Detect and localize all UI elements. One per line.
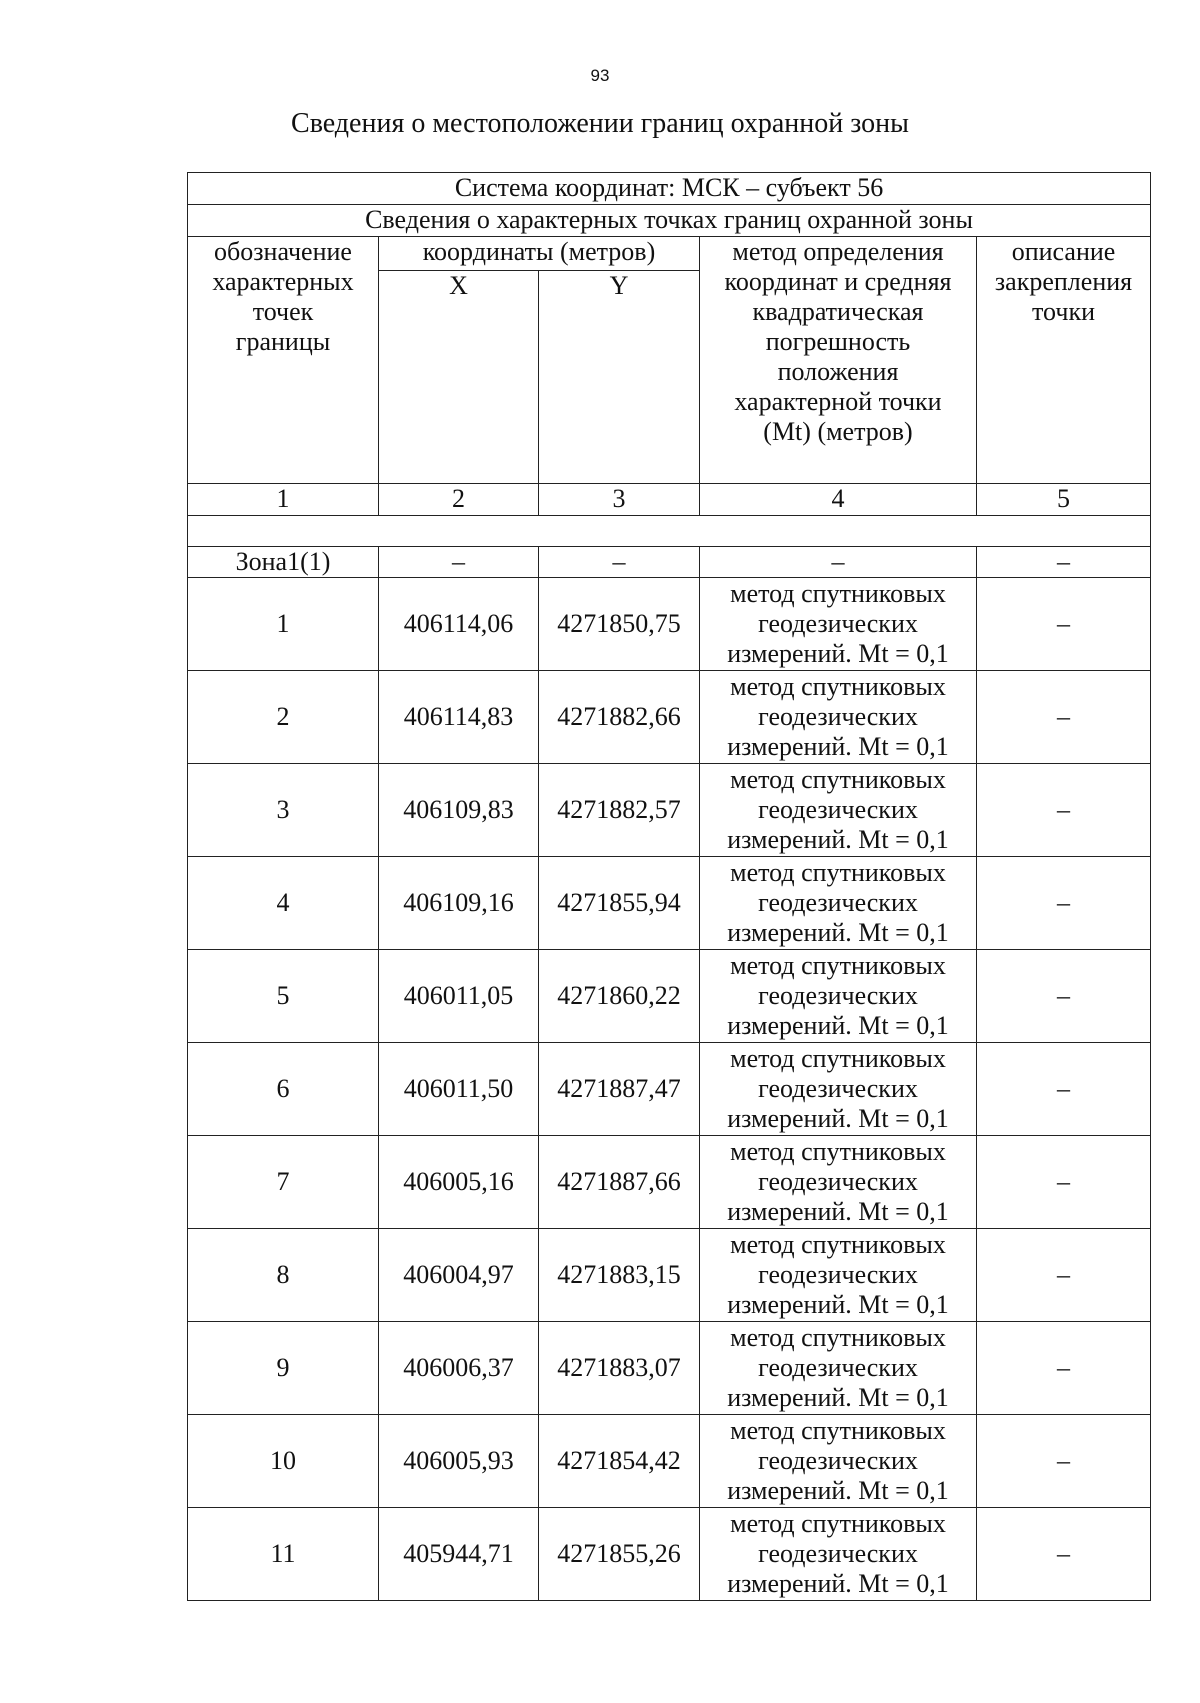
- method-cell: [700, 1136, 977, 1229]
- y-coordinate: 4271882,66: [539, 671, 700, 764]
- method-line: геодезических: [758, 981, 918, 1010]
- header-method-line: (Mt) (метров): [763, 417, 913, 446]
- header-description-line: закрепления: [994, 267, 1133, 296]
- point-number: 5: [188, 950, 379, 1043]
- x-coordinate: 406005,16: [379, 1136, 539, 1229]
- point-description: –: [977, 950, 1151, 1043]
- point-description: –: [977, 857, 1151, 950]
- table-row: [188, 1508, 1151, 1601]
- coordinate-system-row: [188, 173, 1151, 205]
- x-coordinate: 406011,50: [379, 1043, 539, 1136]
- header-description-line: точки: [1032, 297, 1095, 326]
- header-y: Y: [539, 271, 700, 484]
- zone-dash: –: [700, 547, 977, 578]
- zone-row: [188, 547, 1151, 578]
- method-line: геодезических: [758, 702, 918, 731]
- document-title: Сведения о местоположении границ охранной зоны: [291, 108, 909, 139]
- method-line: метод спутниковых: [730, 1416, 946, 1445]
- method-line: геодезических: [758, 1260, 918, 1289]
- points-info-row: [188, 205, 1151, 237]
- point-description: –: [977, 1508, 1151, 1601]
- point-description: –: [977, 671, 1151, 764]
- method-line: измерений. Mt = 0,1: [727, 1569, 949, 1598]
- method-cell: [700, 1229, 977, 1322]
- method-cell: [700, 578, 977, 671]
- table-row: [188, 857, 1151, 950]
- method-line: метод спутниковых: [730, 579, 946, 608]
- point-number: 7: [188, 1136, 379, 1229]
- method-line: метод спутниковых: [730, 672, 946, 701]
- method-line: измерений. Mt = 0,1: [727, 1104, 949, 1133]
- table-row: [188, 1043, 1151, 1136]
- x-coordinate: 406114,06: [379, 578, 539, 671]
- method-line: измерений. Mt = 0,1: [727, 639, 949, 668]
- column-numbers-row: [188, 484, 1151, 516]
- y-coordinate: 4271887,47: [539, 1043, 700, 1136]
- header-designation: [188, 237, 379, 484]
- method-line: измерений. Mt = 0,1: [727, 825, 949, 854]
- method-line: измерений. Mt = 0,1: [727, 1476, 949, 1505]
- header-method: [700, 237, 977, 484]
- x-coordinate: 406005,93: [379, 1415, 539, 1508]
- y-coordinate: 4271882,57: [539, 764, 700, 857]
- column-number: 3: [539, 484, 700, 516]
- x-coordinate: 406004,97: [379, 1229, 539, 1322]
- header-method-line: метод определения: [732, 237, 944, 266]
- empty-row: [188, 516, 1151, 547]
- method-line: геодезических: [758, 795, 918, 824]
- method-line: метод спутниковых: [730, 1230, 946, 1259]
- point-number: 10: [188, 1415, 379, 1508]
- method-line: геодезических: [758, 609, 918, 638]
- header-designation-line: обозначение: [214, 237, 352, 266]
- point-description: –: [977, 1415, 1151, 1508]
- x-coordinate: 406109,16: [379, 857, 539, 950]
- method-line: геодезических: [758, 1167, 918, 1196]
- header-method-line: погрешность: [765, 327, 911, 356]
- table-row: [188, 1415, 1151, 1508]
- zone-dash: –: [539, 547, 700, 578]
- header-coordinates: координаты (метров): [379, 237, 700, 271]
- method-line: измерений. Mt = 0,1: [727, 1290, 949, 1319]
- header-row: [188, 237, 1151, 271]
- header-method-line: координат и средняя: [724, 267, 952, 296]
- point-number: 4: [188, 857, 379, 950]
- table-row: [188, 764, 1151, 857]
- point-number: 6: [188, 1043, 379, 1136]
- header-method-line: квадратическая: [752, 297, 924, 326]
- y-coordinate: 4271854,42: [539, 1415, 700, 1508]
- column-number: 5: [977, 484, 1151, 516]
- header-description-line: описание: [1011, 237, 1116, 266]
- coordinates-table: [187, 172, 1151, 1601]
- method-line: метод спутниковых: [730, 1137, 946, 1166]
- x-coordinate: 405944,71: [379, 1508, 539, 1601]
- y-coordinate: 4271855,94: [539, 857, 700, 950]
- header-x: X: [379, 271, 539, 484]
- y-coordinate: 4271883,07: [539, 1322, 700, 1415]
- method-line: метод спутниковых: [730, 1323, 946, 1352]
- point-description: –: [977, 1322, 1151, 1415]
- header-designation-line: характерных: [212, 267, 354, 296]
- method-cell: [700, 671, 977, 764]
- point-number: 8: [188, 1229, 379, 1322]
- y-coordinate: 4271883,15: [539, 1229, 700, 1322]
- method-line: метод спутниковых: [730, 1044, 946, 1073]
- method-cell: [700, 1415, 977, 1508]
- point-number: 2: [188, 671, 379, 764]
- point-number: 1: [188, 578, 379, 671]
- method-line: метод спутниковых: [730, 951, 946, 980]
- table-row: [188, 1229, 1151, 1322]
- header-designation-line: границы: [235, 327, 331, 356]
- y-coordinate: 4271850,75: [539, 578, 700, 671]
- column-number: 2: [379, 484, 539, 516]
- method-line: измерений. Mt = 0,1: [727, 1011, 949, 1040]
- zone-dash: –: [379, 547, 539, 578]
- table-row: [188, 578, 1151, 671]
- table-row: [188, 1322, 1151, 1415]
- method-line: измерений. Mt = 0,1: [727, 1383, 949, 1412]
- point-description: –: [977, 1229, 1151, 1322]
- zone-dash: –: [977, 547, 1151, 578]
- method-cell: [700, 1043, 977, 1136]
- table-row: [188, 950, 1151, 1043]
- x-coordinate: 406114,83: [379, 671, 539, 764]
- x-coordinate: 406109,83: [379, 764, 539, 857]
- method-cell: [700, 764, 977, 857]
- method-line: измерений. Mt = 0,1: [727, 1197, 949, 1226]
- zone-name: Зона1(1): [188, 547, 379, 578]
- point-description: –: [977, 1043, 1151, 1136]
- method-cell: [700, 1508, 977, 1601]
- point-description: –: [977, 578, 1151, 671]
- method-line: геодезических: [758, 1353, 918, 1382]
- x-coordinate: 406006,37: [379, 1322, 539, 1415]
- method-line: геодезических: [758, 1446, 918, 1475]
- header-method-line: характерной точки: [734, 387, 942, 416]
- column-number: 1: [188, 484, 379, 516]
- coordinate-system-cell: Система координат: МСК – субъект 56: [188, 173, 1151, 205]
- point-number: 11: [188, 1508, 379, 1601]
- method-line: геодезических: [758, 888, 918, 917]
- empty-cell: [188, 516, 1151, 547]
- method-cell: [700, 1322, 977, 1415]
- point-number: 9: [188, 1322, 379, 1415]
- method-line: измерений. Mt = 0,1: [727, 918, 949, 947]
- method-line: метод спутниковых: [730, 765, 946, 794]
- x-coordinate: 406011,05: [379, 950, 539, 1043]
- y-coordinate: 4271887,66: [539, 1136, 700, 1229]
- y-coordinate: 4271855,26: [539, 1508, 700, 1601]
- table-row: [188, 671, 1151, 764]
- table-row: [188, 1136, 1151, 1229]
- header-description: [977, 237, 1151, 484]
- page-number: 93: [590, 66, 610, 85]
- points-info-cell: Сведения о характерных точках границ охранной зоны: [188, 205, 1151, 237]
- header-designation-line: точек: [252, 297, 314, 326]
- y-coordinate: 4271860,22: [539, 950, 700, 1043]
- header-method-line: положения: [777, 357, 899, 386]
- method-cell: [700, 950, 977, 1043]
- column-number: 4: [700, 484, 977, 516]
- method-line: метод спутниковых: [730, 1509, 946, 1538]
- point-description: –: [977, 1136, 1151, 1229]
- method-line: геодезических: [758, 1074, 918, 1103]
- point-description: –: [977, 764, 1151, 857]
- point-number: 3: [188, 764, 379, 857]
- method-cell: [700, 857, 977, 950]
- method-line: измерений. Mt = 0,1: [727, 732, 949, 761]
- method-line: геодезических: [758, 1539, 918, 1568]
- method-line: метод спутниковых: [730, 858, 946, 887]
